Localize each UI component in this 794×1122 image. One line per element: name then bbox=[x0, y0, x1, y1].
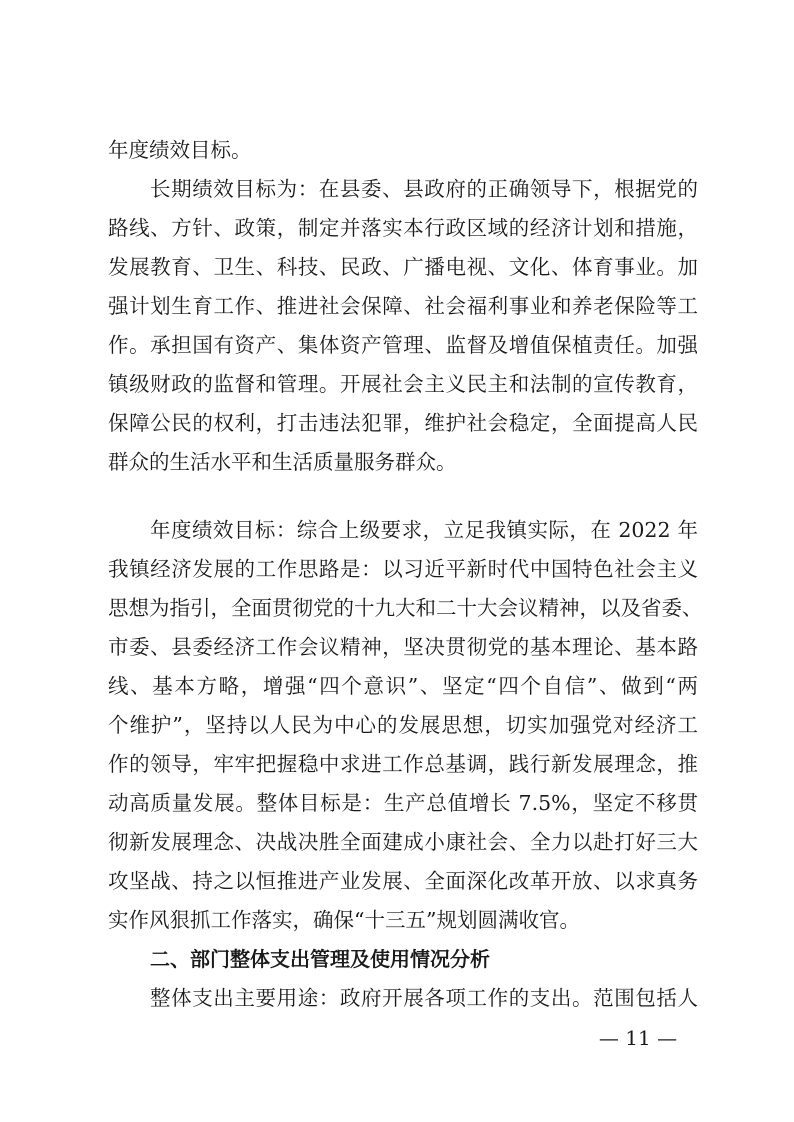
paragraph-line: 市委、县委经济工作会议精神，坚决贯彻党的基本理论、基本路 bbox=[108, 635, 698, 659]
paragraph-line: 个维护”，坚持以人民为中心的发展思想，切实加强党对经济工 bbox=[108, 713, 698, 737]
paragraph-line: 年度绩效目标。 bbox=[108, 138, 252, 162]
paragraph-line: 强计划生育工作、推进社会保障、社会福利事业和养老保险等工 bbox=[108, 294, 698, 318]
paragraph-line: 镇级财政的监督和管理。开展社会主义民主和法制的宣传教育， bbox=[108, 372, 698, 396]
paragraph-line: 发展教育、卫生、科技、民政、广播电视、文化、体育事业。加 bbox=[108, 255, 698, 279]
paragraph-line: 线、基本方略，增强“四个意识”、坚定“四个自信”、做到“两 bbox=[108, 674, 698, 698]
paragraph-line: 动高质量发展。整体目标是：生产总值增长 7.5%，坚定不移贯 bbox=[108, 791, 698, 815]
paragraph-line: 年度绩效目标：综合上级要求，立足我镇实际，在 2022 年 bbox=[150, 518, 698, 542]
paragraph-line: 思想为指引，全面贯彻党的十九大和二十大会议精神，以及省委、 bbox=[108, 596, 703, 620]
paragraph-line: 作。承担国有资产、集体资产管理、监督及增值保植责任。加强 bbox=[108, 333, 698, 357]
paragraph-line: 群众的生活水平和生活质量服务群众。 bbox=[108, 450, 457, 474]
paragraph-line: 我镇经济发展的工作思路是：以习近平新时代中国特色社会主义 bbox=[108, 557, 698, 581]
paragraph-line: 实作风狠抓工作落实，确保“十三五”规划圆满收官。 bbox=[108, 908, 580, 932]
page-number: — 11 — bbox=[598, 1026, 678, 1050]
paragraph-line: 路线、方针、政策，制定并落实本行政区域的经济计划和措施， bbox=[108, 216, 698, 240]
paragraph-line: 作的领导，牢牢把握稳中求进工作总基调，践行新发展理念，推 bbox=[108, 752, 698, 776]
paragraph-line: 攻坚战、持之以恒推进产业发展、全面深化改革开放、以求真务 bbox=[108, 869, 698, 893]
paragraph-line: 保障公民的权利，打击违法犯罪，维护社会稳定，全面提高人民 bbox=[108, 411, 698, 435]
section-heading: 二、部门整体支出管理及使用情况分析 bbox=[150, 947, 490, 971]
paragraph-line: 长期绩效目标为：在县委、县政府的正确领导下，根据党的 bbox=[150, 177, 698, 201]
paragraph-line: 整体支出主要用途：政府开展各项工作的支出。范围包括人 bbox=[150, 986, 698, 1010]
paragraph-line: 彻新发展理念、决战决胜全面建成小康社会、全力以赴打好三大 bbox=[108, 830, 698, 854]
